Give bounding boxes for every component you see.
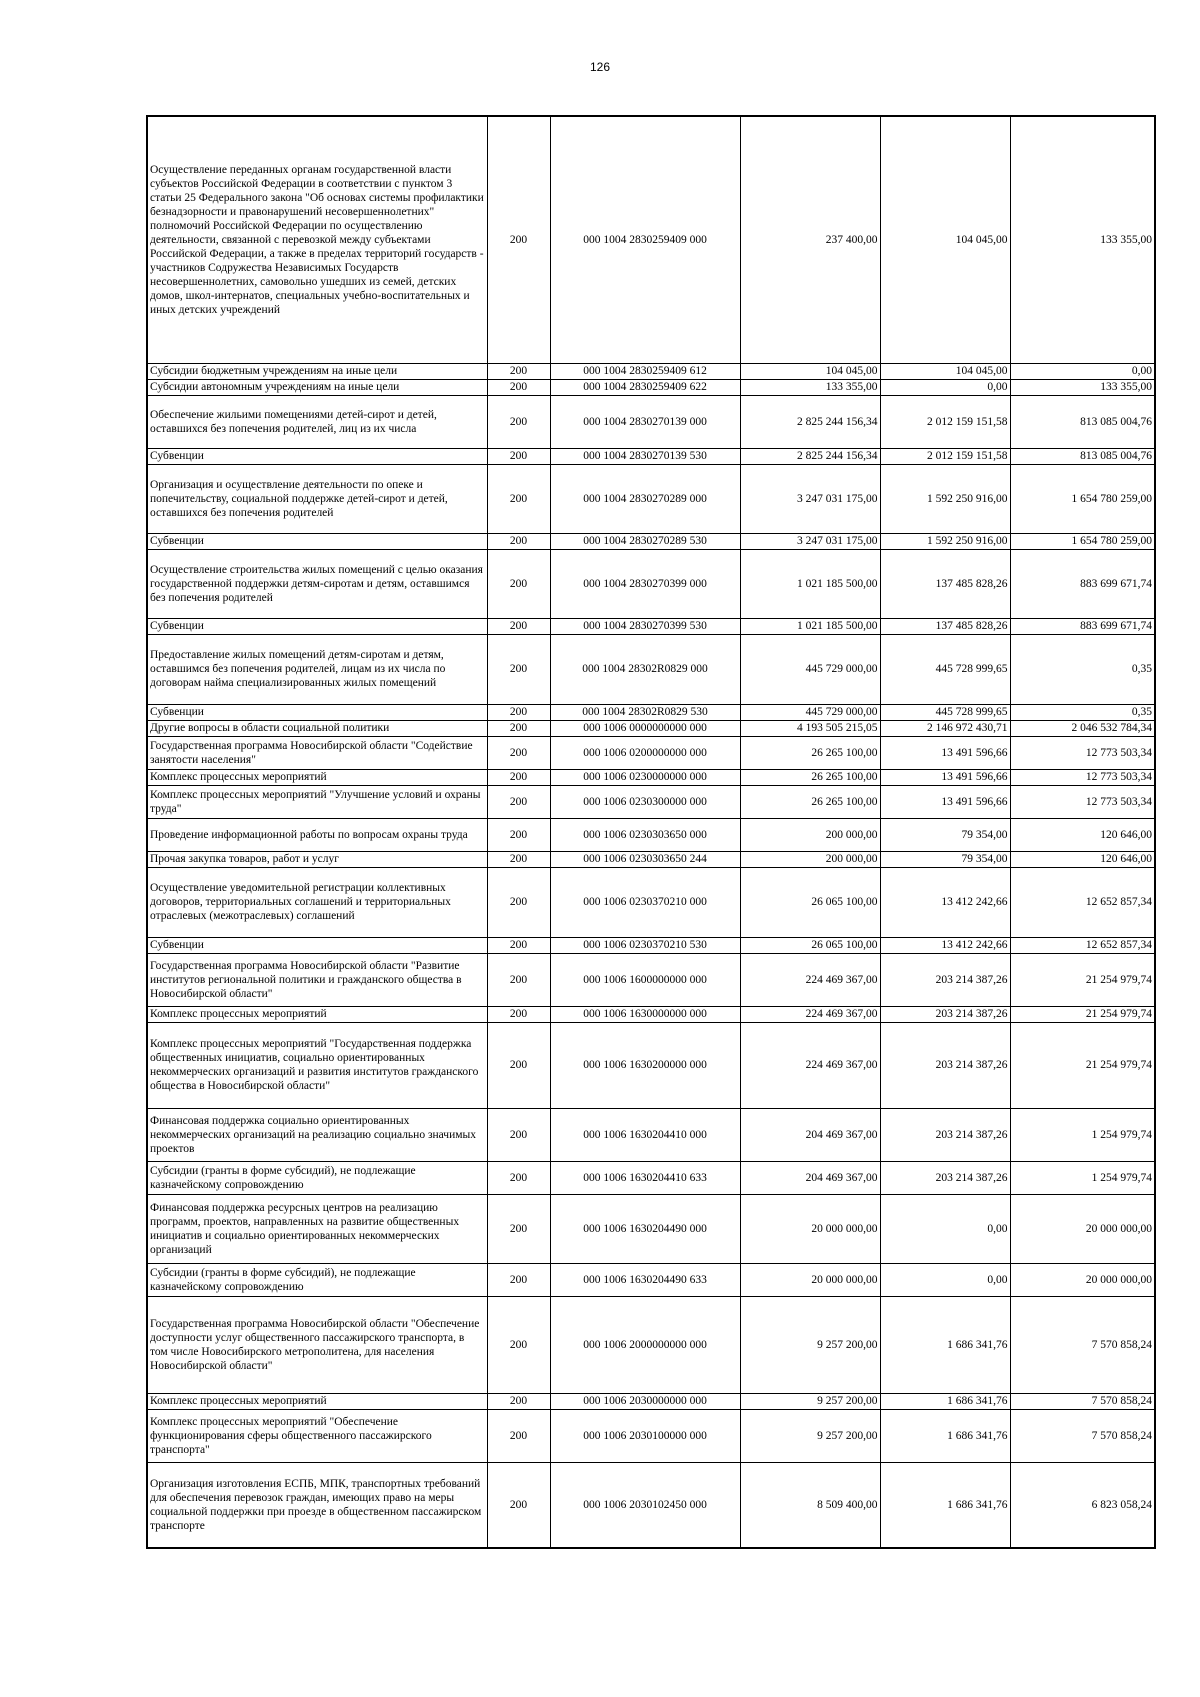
cell-line-code: 200 [487, 851, 550, 867]
cell-approved-amount: 200 000,00 [740, 851, 880, 867]
cell-executed-amount: 1 686 341,76 [880, 1393, 1010, 1409]
cell-approved-amount: 224 469 367,00 [740, 953, 880, 1006]
cell-line-code: 200 [487, 395, 550, 448]
cell-approved-amount: 445 729 000,00 [740, 634, 880, 704]
cell-approved-amount: 204 469 367,00 [740, 1108, 880, 1161]
table-row [147, 953, 1155, 1006]
cell-remaining-amount: 883 699 671,74 [1010, 549, 1155, 618]
cell-remaining-amount: 813 085 004,76 [1010, 395, 1155, 448]
cell-line-code: 200 [487, 549, 550, 618]
cell-executed-amount: 104 045,00 [880, 116, 1010, 363]
cell-remaining-amount: 7 570 858,24 [1010, 1296, 1155, 1393]
cell-executed-amount: 137 485 828,26 [880, 618, 1010, 634]
cell-classification-code: 000 1004 2830259409 622 [550, 379, 740, 395]
table-row [147, 549, 1155, 618]
cell-remaining-amount: 120 646,00 [1010, 818, 1155, 851]
cell-approved-amount: 26 265 100,00 [740, 736, 880, 769]
cell-remaining-amount: 21 254 979,74 [1010, 1006, 1155, 1022]
cell-line-code: 200 [487, 1409, 550, 1462]
cell-classification-code: 000 1006 0200000000 000 [550, 736, 740, 769]
cell-executed-amount: 2 012 159 151,58 [880, 448, 1010, 464]
table-row [147, 867, 1155, 937]
table-row [147, 363, 1155, 379]
cell-classification-code: 000 1004 2830259409 612 [550, 363, 740, 379]
cell-classification-code: 000 1004 2830270399 530 [550, 618, 740, 634]
cell-executed-amount: 203 214 387,26 [880, 1108, 1010, 1161]
cell-line-code: 200 [487, 363, 550, 379]
cell-name: Осуществление уведомительной регистрации коллективных договоров, территориальных соглашений и территориальных отраслевых (межотраслевых) соглашений [147, 867, 487, 937]
cell-name: Комплекс процессных мероприятий [147, 769, 487, 785]
cell-line-code: 200 [487, 1194, 550, 1263]
cell-remaining-amount: 1 654 780 259,00 [1010, 533, 1155, 549]
cell-line-code: 200 [487, 448, 550, 464]
cell-name: Государственная программа Новосибирской области "Развитие институтов региональной политики и гражданского общества в Новосибирской области" [147, 953, 487, 1006]
cell-classification-code: 000 1006 1630204410 000 [550, 1108, 740, 1161]
cell-name: Комплекс процессных мероприятий "Государственная поддержка общественных инициатив, социально ориентированных некоммерческих организаций и развития институтов гражданского общества в Новосибирской области" [147, 1022, 487, 1108]
cell-name: Комплекс процессных мероприятий [147, 1393, 487, 1409]
table-row [147, 704, 1155, 720]
cell-classification-code: 000 1006 2000000000 000 [550, 1296, 740, 1393]
cell-approved-amount: 445 729 000,00 [740, 704, 880, 720]
table-row [147, 736, 1155, 769]
cell-classification-code: 000 1004 2830259409 000 [550, 116, 740, 363]
table-body [147, 116, 1155, 1548]
cell-executed-amount: 0,00 [880, 379, 1010, 395]
cell-approved-amount: 104 045,00 [740, 363, 880, 379]
cell-name: Проведение информационной работы по вопросам охраны труда [147, 818, 487, 851]
cell-classification-code: 000 1006 1630204410 633 [550, 1161, 740, 1194]
cell-classification-code: 000 1006 2030102450 000 [550, 1462, 740, 1548]
cell-line-code: 200 [487, 785, 550, 818]
cell-name: Субсидии (гранты в форме субсидий), не подлежащие казначейскому сопровождению [147, 1161, 487, 1194]
cell-line-code: 200 [487, 704, 550, 720]
cell-remaining-amount: 7 570 858,24 [1010, 1393, 1155, 1409]
cell-remaining-amount: 1 654 780 259,00 [1010, 464, 1155, 533]
cell-classification-code: 000 1006 1630200000 000 [550, 1022, 740, 1108]
cell-remaining-amount: 12 652 857,34 [1010, 867, 1155, 937]
cell-classification-code: 000 1006 1630204490 633 [550, 1263, 740, 1296]
page-number: 126 [589, 60, 611, 74]
cell-classification-code: 000 1004 28302R0829 530 [550, 704, 740, 720]
cell-name: Другие вопросы в области социальной политики [147, 720, 487, 736]
cell-name: Субсидии бюджетным учреждениям на иные цели [147, 363, 487, 379]
cell-executed-amount: 0,00 [880, 1194, 1010, 1263]
cell-approved-amount: 224 469 367,00 [740, 1006, 880, 1022]
cell-classification-code: 000 1004 28302R0829 000 [550, 634, 740, 704]
cell-remaining-amount: 20 000 000,00 [1010, 1263, 1155, 1296]
cell-executed-amount: 79 354,00 [880, 851, 1010, 867]
cell-name: Субвенции [147, 618, 487, 634]
cell-classification-code: 000 1006 1630000000 000 [550, 1006, 740, 1022]
cell-line-code: 200 [487, 736, 550, 769]
cell-classification-code: 000 1006 0230000000 000 [550, 769, 740, 785]
cell-classification-code: 000 1006 0230370210 530 [550, 937, 740, 953]
cell-executed-amount: 13 412 242,66 [880, 937, 1010, 953]
cell-executed-amount: 137 485 828,26 [880, 549, 1010, 618]
cell-executed-amount: 79 354,00 [880, 818, 1010, 851]
cell-approved-amount: 3 247 031 175,00 [740, 533, 880, 549]
cell-remaining-amount: 12 773 503,34 [1010, 769, 1155, 785]
cell-approved-amount: 224 469 367,00 [740, 1022, 880, 1108]
cell-line-code: 200 [487, 116, 550, 363]
cell-line-code: 200 [487, 720, 550, 736]
cell-line-code: 200 [487, 464, 550, 533]
cell-executed-amount: 13 491 596,66 [880, 769, 1010, 785]
cell-remaining-amount: 1 254 979,74 [1010, 1161, 1155, 1194]
cell-approved-amount: 2 825 244 156,34 [740, 448, 880, 464]
table-row [147, 1409, 1155, 1462]
cell-executed-amount: 203 214 387,26 [880, 1006, 1010, 1022]
cell-approved-amount: 4 193 505 215,05 [740, 720, 880, 736]
cell-name: Организация изготовления ЕСПБ, МПК, транспортных требований для обеспечения перевозок граждан, имеющих право на меры социальной поддержки при проезде в общественном пассажирском транспорте [147, 1462, 487, 1548]
cell-classification-code: 000 1006 0230303650 000 [550, 818, 740, 851]
cell-line-code: 200 [487, 818, 550, 851]
cell-approved-amount: 204 469 367,00 [740, 1161, 880, 1194]
cell-executed-amount: 1 686 341,76 [880, 1296, 1010, 1393]
cell-name: Финансовая поддержка ресурсных центров на реализацию программ, проектов, направленных на развитие общественных инициатив и социально ориентированных некоммерческих организаций [147, 1194, 487, 1263]
table-row [147, 533, 1155, 549]
table-row [147, 116, 1155, 363]
cell-remaining-amount: 12 652 857,34 [1010, 937, 1155, 953]
cell-executed-amount: 104 045,00 [880, 363, 1010, 379]
cell-classification-code: 000 1004 2830270399 000 [550, 549, 740, 618]
cell-approved-amount: 237 400,00 [740, 116, 880, 363]
table-row [147, 1393, 1155, 1409]
table-row [147, 1263, 1155, 1296]
table-row [147, 464, 1155, 533]
cell-classification-code: 000 1004 2830270139 000 [550, 395, 740, 448]
cell-name: Субвенции [147, 448, 487, 464]
table-row [147, 818, 1155, 851]
cell-name: Субвенции [147, 704, 487, 720]
table-row [147, 634, 1155, 704]
cell-executed-amount: 13 491 596,66 [880, 736, 1010, 769]
cell-line-code: 200 [487, 769, 550, 785]
cell-classification-code: 000 1006 0000000000 000 [550, 720, 740, 736]
cell-remaining-amount: 0,00 [1010, 363, 1155, 379]
cell-executed-amount: 2 012 159 151,58 [880, 395, 1010, 448]
cell-name: Субвенции [147, 937, 487, 953]
cell-classification-code: 000 1006 0230300000 000 [550, 785, 740, 818]
table-row [147, 851, 1155, 867]
cell-line-code: 200 [487, 634, 550, 704]
table-row [147, 395, 1155, 448]
cell-executed-amount: 13 491 596,66 [880, 785, 1010, 818]
cell-remaining-amount: 1 254 979,74 [1010, 1108, 1155, 1161]
cell-approved-amount: 20 000 000,00 [740, 1263, 880, 1296]
cell-line-code: 200 [487, 379, 550, 395]
cell-classification-code: 000 1006 0230370210 000 [550, 867, 740, 937]
cell-approved-amount: 9 257 200,00 [740, 1409, 880, 1462]
cell-line-code: 200 [487, 1462, 550, 1548]
cell-line-code: 200 [487, 618, 550, 634]
cell-name: Государственная программа Новосибирской области "Обеспечение доступности услуг общественного пассажирского транспорта, в том числе Новосибирского метрополитена, для населения Новосибирской области" [147, 1296, 487, 1393]
cell-executed-amount: 1 592 250 916,00 [880, 533, 1010, 549]
cell-executed-amount: 203 214 387,26 [880, 1022, 1010, 1108]
budget-execution-table [146, 115, 1156, 1549]
cell-remaining-amount: 20 000 000,00 [1010, 1194, 1155, 1263]
cell-approved-amount: 26 265 100,00 [740, 769, 880, 785]
cell-line-code: 200 [487, 1108, 550, 1161]
cell-classification-code: 000 1004 2830270289 000 [550, 464, 740, 533]
cell-remaining-amount: 120 646,00 [1010, 851, 1155, 867]
cell-remaining-amount: 7 570 858,24 [1010, 1409, 1155, 1462]
cell-remaining-amount: 0,35 [1010, 634, 1155, 704]
cell-name: Организация и осуществление деятельности по опеке и попечительству, социальной поддержке детей-сирот и детей, оставшихся без попечения родителей [147, 464, 487, 533]
cell-name: Комплекс процессных мероприятий "Улучшение условий и охраны труда" [147, 785, 487, 818]
cell-remaining-amount: 2 046 532 784,34 [1010, 720, 1155, 736]
cell-classification-code: 000 1004 2830270289 530 [550, 533, 740, 549]
cell-executed-amount: 203 214 387,26 [880, 1161, 1010, 1194]
cell-name: Комплекс процессных мероприятий "Обеспечение функционирования сферы общественного пассажирского транспорта" [147, 1409, 487, 1462]
cell-classification-code: 000 1006 2030100000 000 [550, 1409, 740, 1462]
cell-executed-amount: 1 592 250 916,00 [880, 464, 1010, 533]
cell-approved-amount: 133 355,00 [740, 379, 880, 395]
cell-executed-amount: 2 146 972 430,71 [880, 720, 1010, 736]
cell-approved-amount: 1 021 185 500,00 [740, 618, 880, 634]
cell-name: Осуществление строительства жилых помещений с целью оказания государственной поддержки детям-сиротам и детям, оставшимся без попечения родителей [147, 549, 487, 618]
table-row [147, 448, 1155, 464]
cell-remaining-amount: 133 355,00 [1010, 116, 1155, 363]
table-row [147, 720, 1155, 736]
cell-line-code: 200 [487, 937, 550, 953]
cell-remaining-amount: 21 254 979,74 [1010, 1022, 1155, 1108]
table-row [147, 1462, 1155, 1548]
cell-line-code: 200 [487, 867, 550, 937]
cell-line-code: 200 [487, 1263, 550, 1296]
table-row [147, 1108, 1155, 1161]
table-row [147, 1022, 1155, 1108]
cell-executed-amount: 0,00 [880, 1263, 1010, 1296]
cell-name: Государственная программа Новосибирской области "Содействие занятости населения" [147, 736, 487, 769]
cell-remaining-amount: 813 085 004,76 [1010, 448, 1155, 464]
cell-executed-amount: 445 728 999,65 [880, 634, 1010, 704]
cell-line-code: 200 [487, 533, 550, 549]
table-row [147, 1194, 1155, 1263]
cell-line-code: 200 [487, 1393, 550, 1409]
cell-classification-code: 000 1006 1630204490 000 [550, 1194, 740, 1263]
cell-name: Прочая закупка товаров, работ и услуг [147, 851, 487, 867]
cell-classification-code: 000 1004 2830270139 530 [550, 448, 740, 464]
cell-name: Субсидии автономным учреждениям на иные цели [147, 379, 487, 395]
cell-line-code: 200 [487, 1006, 550, 1022]
cell-approved-amount: 26 065 100,00 [740, 937, 880, 953]
cell-name: Финансовая поддержка социально ориентированных некоммерческих организаций на реализацию социально значимых проектов [147, 1108, 487, 1161]
cell-classification-code: 000 1006 1600000000 000 [550, 953, 740, 1006]
cell-approved-amount: 1 021 185 500,00 [740, 549, 880, 618]
cell-remaining-amount: 21 254 979,74 [1010, 953, 1155, 1006]
cell-remaining-amount: 0,35 [1010, 704, 1155, 720]
cell-name: Субсидии (гранты в форме субсидий), не подлежащие казначейскому сопровождению [147, 1263, 487, 1296]
cell-executed-amount: 13 412 242,66 [880, 867, 1010, 937]
table-row [147, 769, 1155, 785]
table-row [147, 1296, 1155, 1393]
table-row [147, 618, 1155, 634]
cell-approved-amount: 9 257 200,00 [740, 1296, 880, 1393]
cell-approved-amount: 20 000 000,00 [740, 1194, 880, 1263]
cell-approved-amount: 9 257 200,00 [740, 1393, 880, 1409]
cell-classification-code: 000 1006 0230303650 244 [550, 851, 740, 867]
cell-executed-amount: 445 728 999,65 [880, 704, 1010, 720]
cell-remaining-amount: 883 699 671,74 [1010, 618, 1155, 634]
table-row [147, 1006, 1155, 1022]
cell-line-code: 200 [487, 953, 550, 1006]
cell-name: Предоставление жилых помещений детям-сиротам и детям, оставшимся без попечения родителей, лицам из их числа по договорам найма специализированных жилых помещений [147, 634, 487, 704]
cell-approved-amount: 8 509 400,00 [740, 1462, 880, 1548]
table-row [147, 785, 1155, 818]
cell-approved-amount: 3 247 031 175,00 [740, 464, 880, 533]
table-row [147, 1161, 1155, 1194]
cell-remaining-amount: 6 823 058,24 [1010, 1462, 1155, 1548]
cell-line-code: 200 [487, 1296, 550, 1393]
cell-approved-amount: 2 825 244 156,34 [740, 395, 880, 448]
table-row [147, 937, 1155, 953]
cell-classification-code: 000 1006 2030000000 000 [550, 1393, 740, 1409]
cell-name: Комплекс процессных мероприятий [147, 1006, 487, 1022]
cell-line-code: 200 [487, 1022, 550, 1108]
cell-name: Осуществление переданных органам государственной власти субъектов Российской Федерации в соответствии с пунктом 3 статьи 25 Федерального закона "Об основах системы профилактики безнадзорности и правонарушений несовершеннолетних" полномочий Российской Федерации по осуществлению деятельности, связанной с перевозкой между субъектами Российской Федерации, а также в пределах территорий государств - участников Содружества Независимых Государств несовершеннолетних, самовольно ушедших из семей, детских домов, школ-интернатов, специальных учебно-воспитательных и иных детских учреждений [147, 116, 487, 363]
cell-remaining-amount: 12 773 503,34 [1010, 785, 1155, 818]
cell-name: Субвенции [147, 533, 487, 549]
cell-executed-amount: 1 686 341,76 [880, 1462, 1010, 1548]
cell-remaining-amount: 12 773 503,34 [1010, 736, 1155, 769]
cell-approved-amount: 200 000,00 [740, 818, 880, 851]
cell-executed-amount: 203 214 387,26 [880, 953, 1010, 1006]
cell-name: Обеспечение жильими помещениями детей-сирот и детей, оставшихся без попечения родителей, лиц из их числа [147, 395, 487, 448]
cell-approved-amount: 26 265 100,00 [740, 785, 880, 818]
table-row [147, 379, 1155, 395]
cell-executed-amount: 1 686 341,76 [880, 1409, 1010, 1462]
cell-remaining-amount: 133 355,00 [1010, 379, 1155, 395]
cell-line-code: 200 [487, 1161, 550, 1194]
cell-approved-amount: 26 065 100,00 [740, 867, 880, 937]
